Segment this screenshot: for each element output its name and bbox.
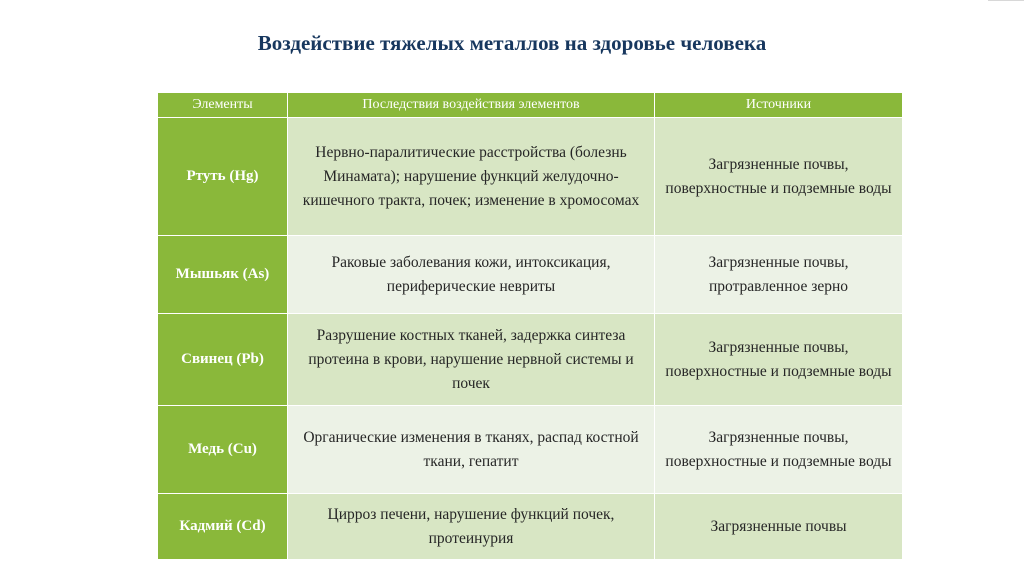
header-effects: Последствия воздействия элементов [288,93,655,118]
sources-cell: Загрязненные почвы [655,494,903,560]
table-row [158,236,903,314]
sources-cell: Загрязненные почвы, протравленное зерно [655,236,903,314]
element-cell: Свинец (Pb) [158,314,288,406]
top-edge-line [988,0,1024,1]
element-cell: Мышьяк (As) [158,236,288,314]
table-header-row [158,93,903,118]
sources-cell: Загрязненные почвы, поверхностные и подземные воды [655,406,903,494]
table-row [158,494,903,560]
slide-title: Воздействие тяжелых металлов на здоровье человека [257,31,767,55]
effects-cell: Цирроз печени, нарушение функций почек, протеинурия [288,494,655,560]
sources-cell: Загрязненные почвы, поверхностные и подземные воды [655,118,903,236]
table-row [158,406,903,494]
effects-cell: Органические изменения в тканях, распад костной ткани, гепатит [288,406,655,494]
effects-cell: Раковые заболевания кожи, интоксикация, периферические невриты [288,236,655,314]
element-cell: Ртуть (Hg) [158,118,288,236]
table-row [158,314,903,406]
effects-cell: Разрушение костных тканей, задержка синтеза протеина в крови, нарушение нервной системы и почек [288,314,655,406]
header-elements: Элементы [158,93,288,118]
heavy-metals-table [157,92,903,560]
table-row [158,118,903,236]
sources-cell: Загрязненные почвы, поверхностные и подземные воды [655,314,903,406]
header-sources: Источники [655,93,903,118]
element-cell: Медь (Cu) [158,406,288,494]
element-cell: Кадмий (Cd) [158,494,288,560]
effects-cell: Нервно-паралитические расстройства (болезнь Минамата); нарушение функций желудочно- кишечного тракта, почек; изменение в хромосомах [288,118,655,236]
